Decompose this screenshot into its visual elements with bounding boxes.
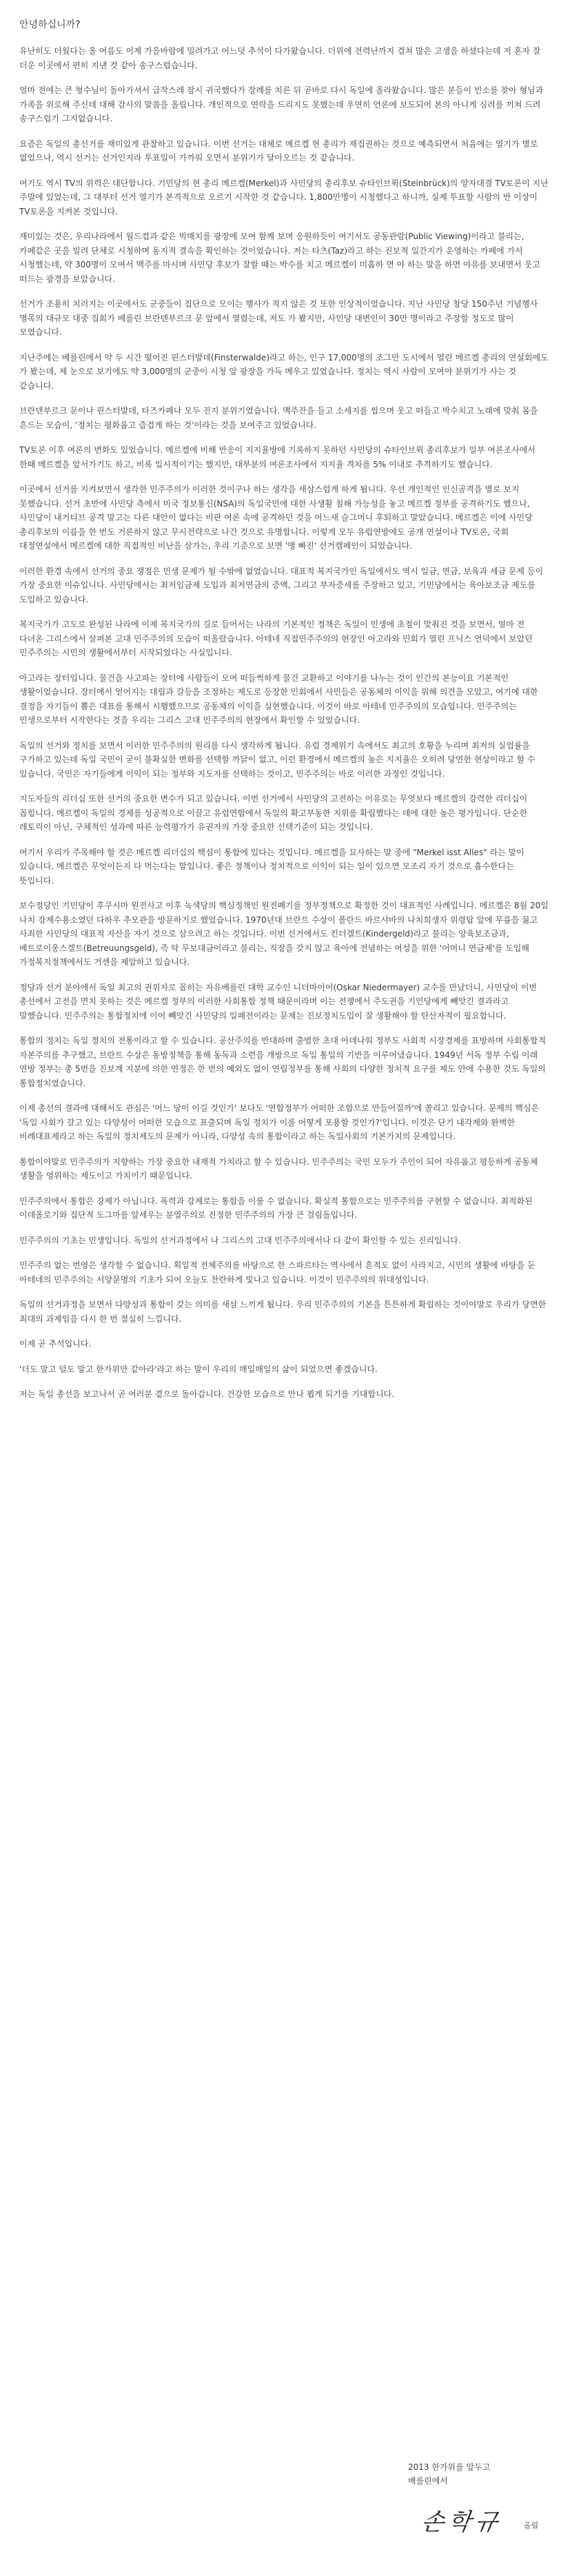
signature-name: 손학규 [419,2508,504,2536]
letter-paragraph: 민주주의에서 통합은 강제가 아닙니다. 폭력과 강제로는 통합을 이룰 수 없습니다. 확실적 통합으로는 민주주의를 구현할 수 없습니다. 최적화된 이데올로기와 집단적 도그마를 앞세우는 분열주의로 진정한 민주주의의 가장 큰 걸림돌입니다. [19,1196,533,1220]
letter-paragraph: 요즘은 독일의 총선거를 재미있게 관찰하고 있습니다. 이번 선거는 대체로 메르켈 현 총리가 재집권하는 것으로 예측되면서 처음에는 열기가 별로 없었으나, 역시 선거는 선거인지라 투표일이 가까워 오면서 분위기가 달아오르는 것 같습니다. [19,139,538,163]
letter-paragraph: 민주주의의 기초는 민생입니다. 독일의 선거과정에서 나 그리스의 고대 민주주의에서나 다 같이 확인할 수 있는 진리입니다. [19,1235,461,1245]
letter-paragraph: 독일의 선거과정을 보면서 다양성과 통합이 갖는 의미를 새삼 느끼게 됩니다. 우리 민주주의의 기본을 튼튼하게 확립하는 것이야말로 우리가 당면한 최대의 과제임을 다시 한 번 절실히 느낍니다. [19,1300,547,1324]
letter-paragraph: 이러한 환경 속에서 선거의 중요 쟁점은 민생 문제가 될 수밖에 없었습니다. 대표적 복지국가인 독일에서도 역시 일금, 연금, 보육과 세금 문제 등이 가장 중요한 이슈입니다. 사민당에서는 최저임금제 도입과 최저연금의 증액, 그리고 부자증세를 주장하고 있고, 기민당에서는 육아보조금 제도를 도입하고 있습니다. [19,566,544,604]
closing-date: 2013 한가위를 앞두고 [408,2462,491,2472]
closing-block [408,2460,490,2488]
signature [419,2499,539,2540]
letter-paragraph: 아고라는 장터입니다. 물건을 사고파는 장터에 사람들이 모여 떠들썩하게 물건 교환하고 이야기를 나누는 것이 인간의 본능이요 기본적인 생활이었습니다. 장터에서 얻어지는 대립과 갈등을 조정하는 제도로 등장한 민회에서 사민들은 공동체의 이익을 위해 의견을 모았고, 여기에 대한 결정을 자기들이 뽑은 대표를 통해서 시행했으므로 공동체의 이익을 실현했습니다. 이것이 바로 아테네 민주주의의 모습입니다. 민주주의는 민생으로부터 시작한다는 것을 우리는 그리스 고대 민주주의의 현장에서 확인할 수 있었습니다. [19,673,538,725]
letter-paragraph: 이제 총선의 결과에 대해서도 관심은 '어느 당이 이길 것인가' 보다도 '연합정부가 어떠한 조합으로 만들어질까'에 쏠리고 있습니다. 문제의 핵심은 '독일 사회가 갈고 있는 다양성이 어떠한 모습으로 표출되며 독일 정치가 이를 어떻게 포용할 것인가?'입니다. 이것은 단기 내각제와 완벽한 비례대표제라고 하는 독일의 정치제도의 문제가 아니라, 다양성 속의 통합이라고 하는 독일사회의 기본가치의 문제입니다. [19,1103,540,1141]
letter-paragraph: TV토론 이후 여론의 변화도 있었습니다. 메르켈에 비해 반응이 지지율방에 기록하지 못하던 사민당의 슈타인브뤽 총리후보가 일부 여론조사에서 한때 메르켈을 앞서가기도 하고, 비록 일시적이기는 했지만, 대부분의 여론조사에서 지지율 격차를 5% 이내로 추격하기도 했습니다. [19,445,535,469]
signature-suffix: 올림 [524,2521,539,2530]
letter-paragraph: 얼마 전에는 큰 형수님이 돌아가셔서 급작스레 잠시 귀국했다가 장례를 치른 뒤 곧바로 다시 독일에 올라왔습니다. 많은 분들이 빈소를 찾아 형님과 가족을 위로해 주신데 대해 감사의 말씀을 올립니다. 개인적으로 연락을 드리지도 못했는데 우연히 언론에 보도되어 본의 아니게 심려를 끼쳐 드려 송구스럽기 그지없습니다. [19,85,544,123]
letter-paragraph: 독일의 선거와 정치를 보면서 이러한 민주주의의 원리를 다시 생각하게 됩니다. 유럽 경제위기 속에서도 최고의 호황을 누리며 최저의 실업률을 구가하고 있는데 독일 국민이 굳이 불확실한 변화를 선택할 까닭이 없고, 이런 환경에서 메르켈의 높은 지지율은 오히려 당연한 현상이라고 할 수 있습니다. 국민은 자기들에게 이익이 되는 정부와 지도자를 선택하는 것이고, 민주주의는 바로 이러한 과정인 것입니다. [19,740,535,779]
closing-location: 베를린에서 [408,2476,448,2486]
letter-paragraph: 정당과 선거 분야에서 독일 최고의 권위자로 꼽히는 자유베를린 대학 교수인 니더마이어(Oskar Niedermayer) 교수를 만났더니, 사민당이 이번 총선에서 고전을 면치 못하는 것은 메르켈 정부의 이러한 사회통합 정책 때문이라며 이는 전쟁에서 주도권을 기민당에게 빼앗긴 결과라고 말했습니다. 민주주의는 통합정치에 이어 빼앗긴 사민당의 일패전이라는 문제는 진보정치도입이 잘 생활해야 할 탄산자적이 필요합니다. [19,982,538,1021]
letter-paragraph: 복지국가가 고도로 완성된 나라에 이제 복지국가의 길로 들어서는 나라의 기본적인 정책은 독일이 민생에 초점이 맞춰진 것을 보면서, 얼마 전 다녀온 그리스에서 살펴본 고대 민주주의의 모습이 떠올랐습니다. 아테네 직접민주주의의 현장인 아고라와 민회가 열린 프닉스 언덕에서 보았던 민주주의는 시민의 생활에서부터 시작되었다는 사실입니다. [19,620,533,657]
letter-paragraph: 이제 곧 추석입니다. [19,1339,92,1349]
letter-paragraph: 브란덴부르크 문이나 핀스터발데, 타즈카페나 모두 진지 분위기였습니다. 맥주잔을 들고 소세지를 씹으며 웃고 떠들고 박수치고 노래에 맞춰 몸을 흔드는 모습이, '정치는 평화롭고 즐겁게 하는 것'이라는 것을 보여주고 있었습니다. [19,406,538,430]
letter-paragraph: 여기도 역시 TV의 위력은 대단합니다. 기민당의 현 총리 메르켈(Merkel)과 사민당의 총리후보 슈타인브뤽(Steinbrück)의 양자대결 TV토론이 지난 주말에 있었는데, 그 대부터 선거 열기가 본격적으로 오르기 시작한 것 같습니다. 1,800만명이 시청했다고 하니까, 실제 투표할 사람의 반 이상이 TV토론을 지켜본 것입니다. [19,178,549,216]
letter-paragraph: 통합의 정치는 독일 정치의 전통이라고 할 수 있습니다. 공산주의를 반대하며 출범한 초대 아데나워 정부도 사회적 시장경제를 표방하며 사회통합적 자본주의를 추구했고, 브란트 수상은 동방정책을 통해 동독과 소련을 개방으로 독일 통일의 기반을 이루어냈습니다. 1949년 서독 정부 수립 이래 연방 정부는 총 5번을 진보계 지분에 의한 연정은 한 번의 예외도 없이 연립정부를 통해 사회의 다양한 정치적 요구를 제도 안에 수용한 것도 독일의 통합정치였습니다. [19,1036,547,1088]
letter-paragraph: 지도자들의 리더십 또한 선거의 중요한 변수가 되고 있습니다. 이번 선거에서 사민당의 고전하는 이유로는 무엇보다 메르켈의 강력한 리더십이 꼽힙니다. 메르켈이 독일의 경제를 성공적으로 이끌고 유럽연합에서 독일의 확고부동한 지위를 확립했다는 데에 대한 높은 평가입니다. 단순한 레토릭이 아닌, 구체적인 성과에 따른 능력평가가 유권자의 가장 중요한 선택기준이 되는 것입니다. [19,794,528,832]
letter-paragraph: 선거가 조용히 치러지는 이곳에서도 군중들이 집단으로 모이는 행사가 적지 않은 것 또한 인상적이었습니다. 지난 사민당 창당 150주년 기념행사 명목의 대규모 대중 집회가 베를린 브란덴부르크 문 앞에서 열렸는데, 저도 가 봤지만, 사민당 대변인이 30만 명이라고 주장할 정도로 많이 모였습니다. [19,299,538,337]
letter-paragraph: '더도 말고 덜도 말고 한가위만 같아라'라고 하는 말이 우리의 매일매일의 삶이 되었으면 좋겠습니다. [19,1364,378,1374]
letter-paragraph: 민주주의 없는 번영은 생각할 수 없습니다. 획일적 전체주의를 바탕으로 한 스파르타는 역사에서 흔적도 없이 사라지고, 시민의 생활에 바탕을 둔 아테네의 민주주의는 서양문명의 기초가 되어 오늘도 찬란하게 빛나고 있습니다. 이것이 민주주의의 위대성입니다. [19,1260,535,1285]
letter-body [19,44,550,1402]
letter-paragraph: 통합이야말로 민주주의가 지향하는 가장 중요한 내재적 가치라고 할 수 있습니다. 민주주의는 국민 모두가 주인이 되어 자유롭고 평등하게 공동체 생활을 영위하는 제도이고 가치이기 때문입니다. [19,1156,538,1180]
letter-paragraph: 여기서 우리가 주목해야 할 것은 메르켈 리더십의 핵심이 통합에 있다는 것입니다. 메르켈을 묘사하는 말 중에 "Merkel isst Alles" 라는 말이 있습니다. 메르켈은 무엇이든지 다 먹는다는 말입니다. 좋은 정책이나 정치적으로 이익이 되는 일이 있으면 모조리 자기 것으로 흡수한다는 뜻입니다. [19,847,524,886]
letter-paragraph: 지난주에는 베를린에서 약 두 시간 떨어진 핀스터발데(Finsterwalde)라고 하는, 인구 17,000명의 조그만 도시에서 열린 메르켈 총리의 연설회에도 가 봤는데, 제 눈으로 보기에도 약 3,000명의 군중이 시청 앞 광장을 가득 메우고 있었습니다. 정치는 역시 사람이 모여야 분위기가 사는 것 같습니다. [19,352,549,391]
letter-paragraph: 보수정당인 기민당이 후쿠시마 원전사고 이후 녹색당의 핵심정책인 원전폐기를 정부정책으로 확정한 것이 대표적인 사례입니다. 메르켈은 8월 20일 나치 강제수용소였던 다하우 추모관을 방문하기로 했었습니다. 1970년대 브란트 수상이 폴란드 바르샤바의 나치희생자 위령탑 앞에 무릎을 꿇고 사죄한 사민당의 대표적 자산을 자기 것으로 삼으려고 하는 것입니다. 이번 선거에서도 킨더겔트(Kindergeld)라고 불리는 양육보조금과, 베트로이웅스겔트(Betreuungsgeld), 즉 탁 무보대금이라고 불리는, 직장을 갖지 않고 육아에 전념하는 여성을 위한 '어머니 연금제'를 도입해 가정복지정책에서도 거센을 제압하고 있습니다. [19,901,549,967]
letter-paragraph: 저는 독일 총선을 보고나서 곧 여러분 곁으로 돌아갑니다. 건강한 모습으로 만나 뵙게 되기를 기대합니다. [19,1389,395,1399]
letter-paragraph: 유난히도 더웠다는 올 여름도 이제 가을바람에 밀려가고 어느덧 추석이 다가왔습니다. 더위에 전력난까지 겹쳐 많은 고생을 하셨다는데 저 혼자 잘 더운 이곳에서 편히 지낸 것 같아 송구스럽습니다. [19,46,541,70]
letter-paragraph: 이곳에서 선거를 지켜보면서 생각한 민주주의가 이러한 것이구나 하는 생각을 새삼스럽게 하게 됩니다. 우선 개인적인 인신공격을 별로 보지 못했습니다. 선거 초반에 사민당 측에서 미국 정보통신(NSA)의 독일국민에 대한 사생활 침해 가능성을 놓고 메르켈 정부를 공격하기도 했으나, 사민당이 내거티브 공격 말고는 다른 대안이 없다는 비판 여론 속에 공격하던 것을 어느새 슬그머니 후퇴하고 말았습니다. 메르켈은 이에 사민당 총리후보의 이름을 한 번도 거론하지 않고 무시전략으로 나간 것으로 유명합니다. 이렇게 모두 유럽연방에도 공개 연설이나 TV토론, 국회 대정연설에서 메르켈에 대한 직접적인 비난을 삼가는, 우리 기준으로 보면 '맹 빠진' 선거캠페인이 되었습니다. [19,484,533,551]
greeting: 안녕하십니까? [19,19,81,30]
letter-paragraph: 재미있는 것은, 우리나라에서 월드컵과 같은 빅매치를 광장에 모여 함께 보며 응원하듯이 여기서도 공동관람(Public Viewing)이라고 불리는, 카페같은 곳을 빌려 단체로 시청하며 동지적 결속을 확인하는 것이었습니다. 저는 타츠(Taz)라고 하는 진보적 일간지가 운영하는 카페에 가서 시청했는데, 약 300명이 모여서 맥주를 마시며 사민당 후보가 잘할 때는 박수를 치고 메르켈이 미흡하 면 야 하는 말을 하면 야유를 보내면서 웃고 떠드는 광경을 보았습니다. [19,232,540,284]
